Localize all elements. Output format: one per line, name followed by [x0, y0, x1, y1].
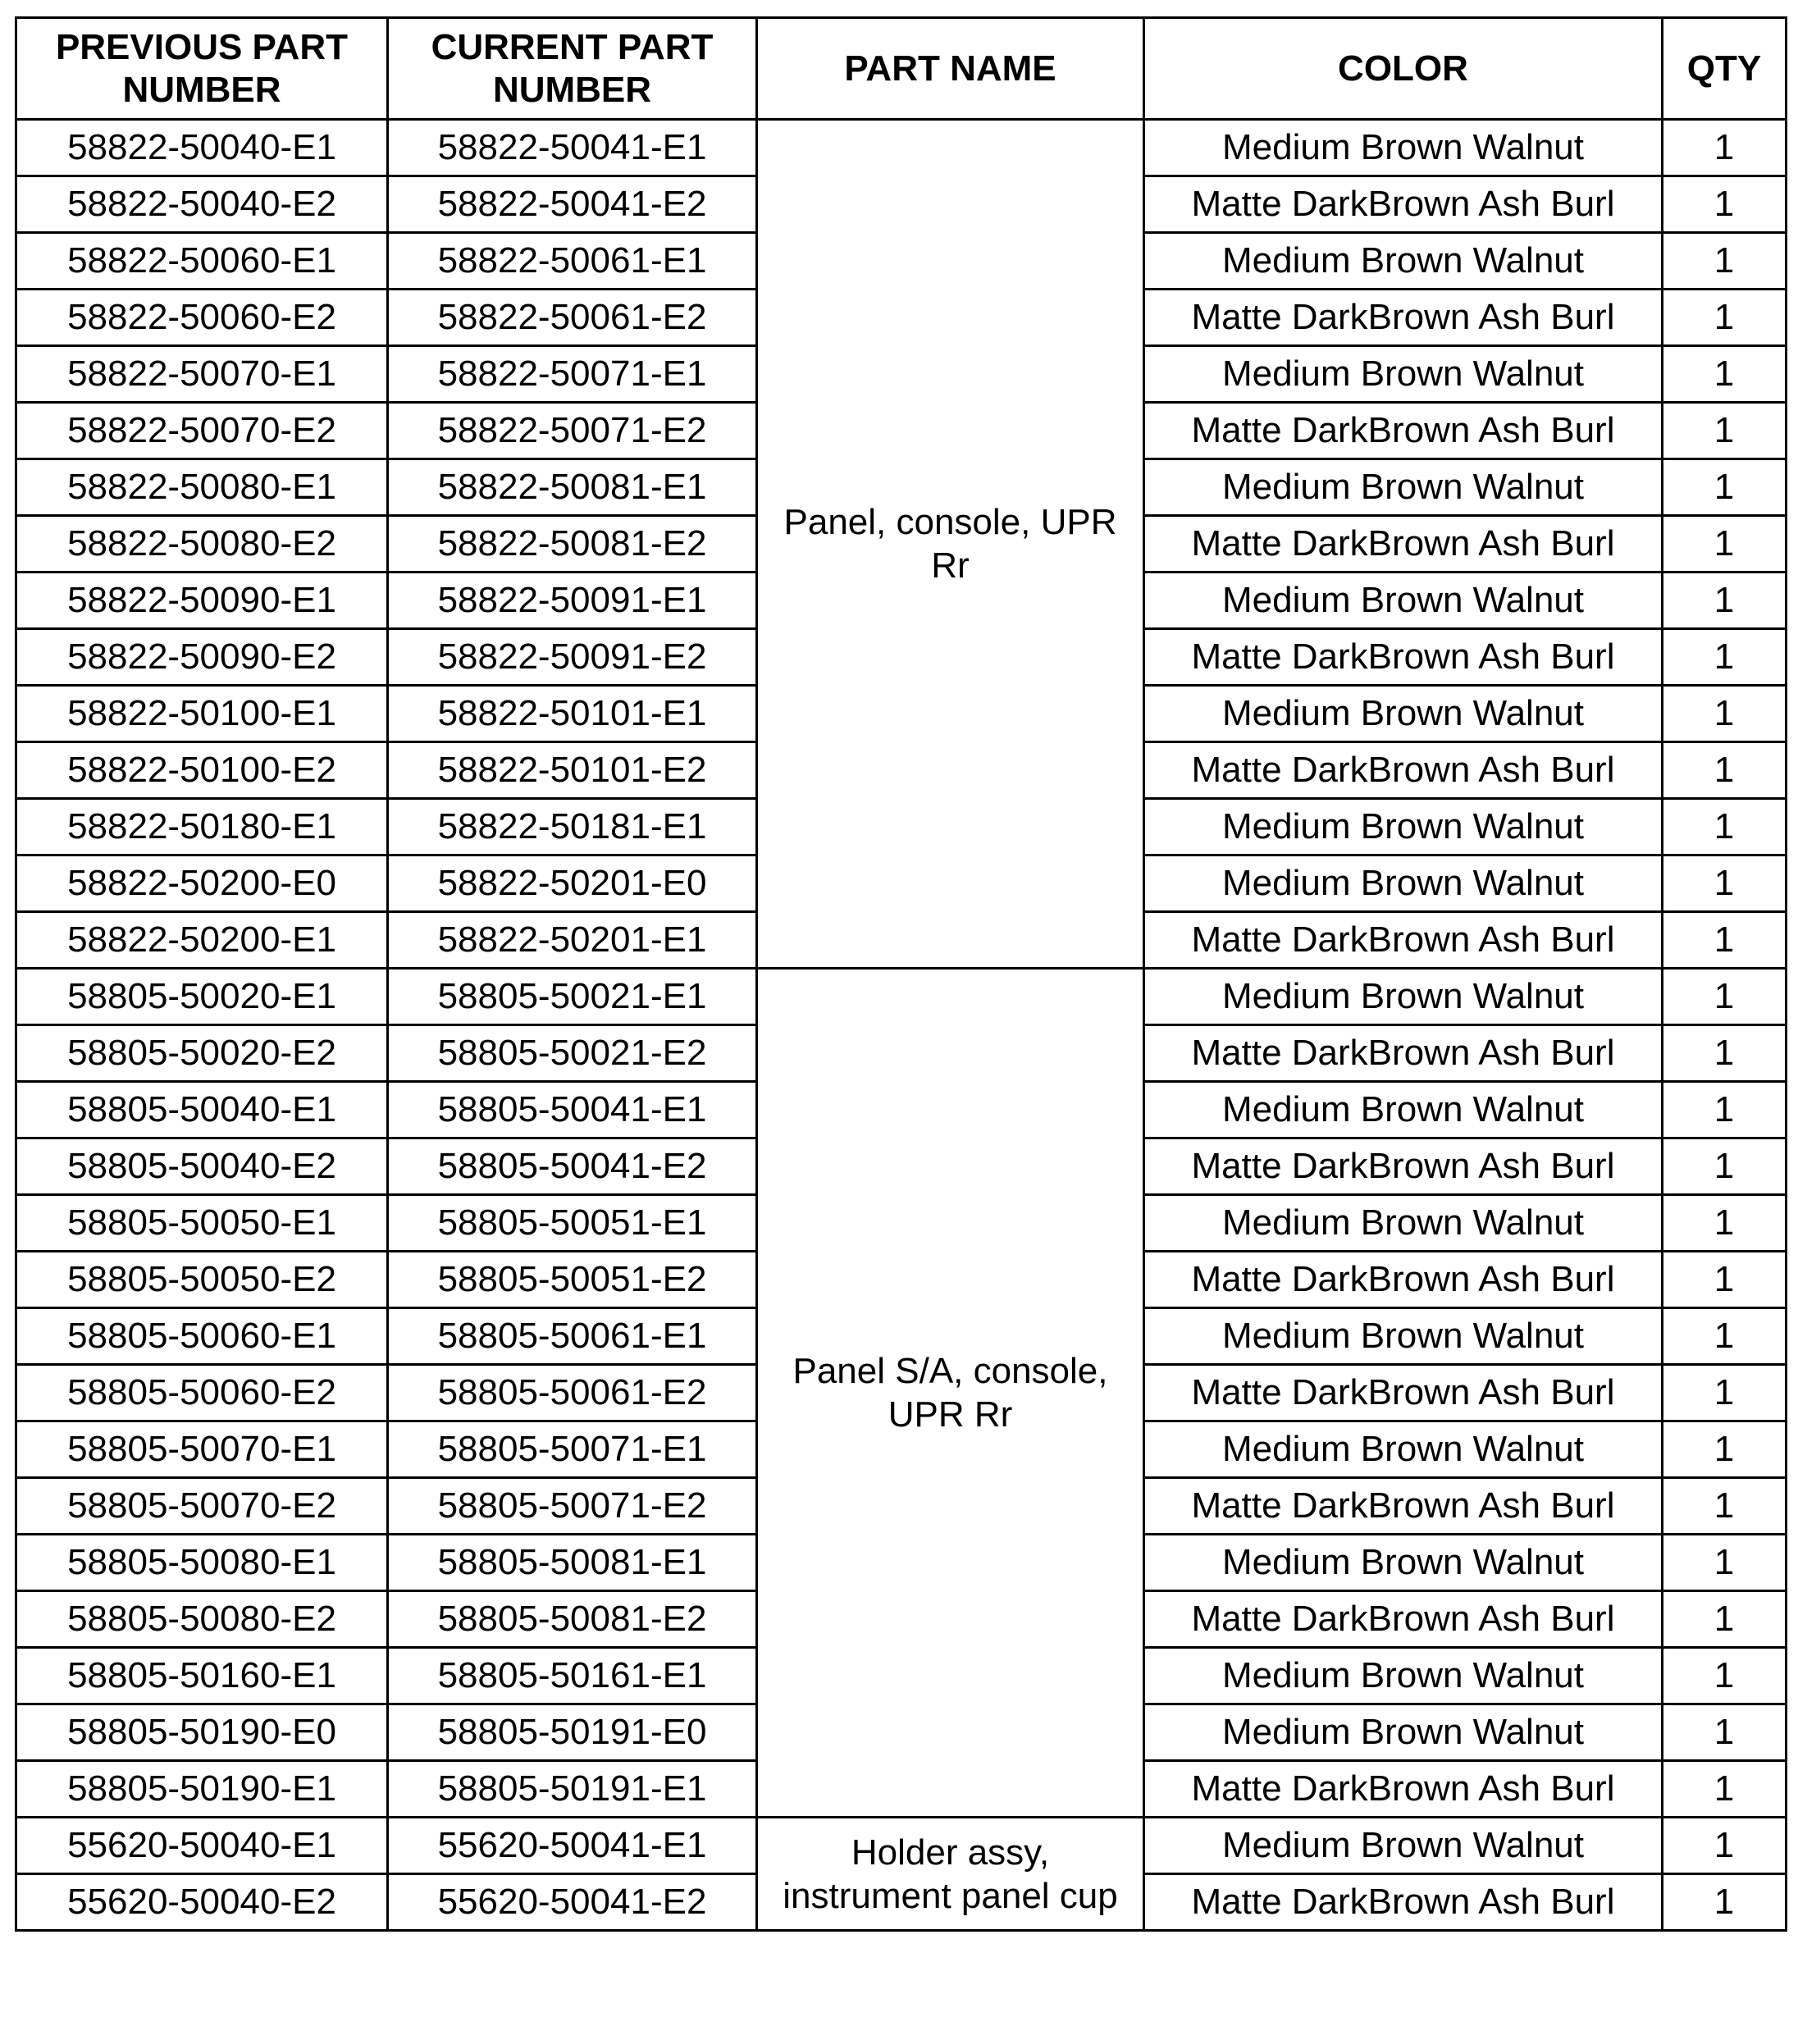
qty-cell: 1	[1663, 1818, 1787, 1874]
previous-part-number-cell: 58805-50050-E1	[16, 1195, 388, 1252]
current-part-number-cell: 58805-50081-E2	[388, 1591, 757, 1648]
header-current-part-number: CURRENT PART NUMBER	[388, 18, 757, 120]
color-cell: Matte DarkBrown Ash Burl	[1144, 1138, 1663, 1195]
qty-cell: 1	[1663, 912, 1787, 969]
previous-part-number-cell: 58805-50190-E0	[16, 1704, 388, 1761]
qty-cell: 1	[1663, 1365, 1787, 1421]
previous-part-number-cell: 58805-50050-E2	[16, 1252, 388, 1308]
qty-cell: 1	[1663, 1025, 1787, 1082]
color-cell: Matte DarkBrown Ash Burl	[1144, 742, 1663, 799]
qty-cell: 1	[1663, 516, 1787, 573]
current-part-number-cell: 58822-50091-E1	[388, 573, 757, 629]
previous-part-number-cell: 58805-50160-E1	[16, 1648, 388, 1704]
color-cell: Matte DarkBrown Ash Burl	[1144, 1252, 1663, 1308]
qty-cell: 1	[1663, 686, 1787, 742]
previous-part-number-cell: 58805-50070-E1	[16, 1421, 388, 1478]
color-cell: Medium Brown Walnut	[1144, 1648, 1663, 1704]
color-cell: Medium Brown Walnut	[1144, 233, 1663, 290]
previous-part-number-cell: 58805-50080-E2	[16, 1591, 388, 1648]
qty-cell: 1	[1663, 855, 1787, 912]
previous-part-number-cell: 58822-50040-E2	[16, 176, 388, 233]
current-part-number-cell: 58822-50041-E1	[388, 120, 757, 176]
color-cell: Matte DarkBrown Ash Burl	[1144, 912, 1663, 969]
previous-part-number-cell: 58822-50100-E2	[16, 742, 388, 799]
color-cell: Medium Brown Walnut	[1144, 855, 1663, 912]
previous-part-number-cell: 55620-50040-E2	[16, 1874, 388, 1931]
current-part-number-cell: 58805-50081-E1	[388, 1535, 757, 1591]
header-row	[16, 18, 1787, 120]
current-part-number-cell: 58822-50201-E0	[388, 855, 757, 912]
previous-part-number-cell: 58805-50190-E1	[16, 1761, 388, 1818]
part-name-cell: Panel S/A, console, UPR Rr	[757, 969, 1144, 1818]
previous-part-number-cell: 58822-50090-E2	[16, 629, 388, 686]
color-cell: Medium Brown Walnut	[1144, 1535, 1663, 1591]
color-cell: Matte DarkBrown Ash Burl	[1144, 629, 1663, 686]
color-cell: Medium Brown Walnut	[1144, 1082, 1663, 1138]
part-name-cell: Panel, console, UPR Rr	[757, 120, 1144, 969]
current-part-number-cell: 58822-50181-E1	[388, 799, 757, 855]
table-row	[16, 969, 1787, 1025]
qty-cell: 1	[1663, 1421, 1787, 1478]
current-part-number-cell: 58805-50021-E2	[388, 1025, 757, 1082]
header-color: COLOR	[1144, 18, 1663, 120]
previous-part-number-cell: 58822-50200-E1	[16, 912, 388, 969]
current-part-number-cell: 58805-50071-E2	[388, 1478, 757, 1535]
color-cell: Matte DarkBrown Ash Burl	[1144, 1761, 1663, 1818]
previous-part-number-cell: 58805-50020-E2	[16, 1025, 388, 1082]
previous-part-number-cell: 58805-50060-E1	[16, 1308, 388, 1365]
qty-cell: 1	[1663, 1648, 1787, 1704]
part-name-cell: Holder assy, instrument panel cup	[757, 1818, 1144, 1931]
color-cell: Matte DarkBrown Ash Burl	[1144, 1591, 1663, 1648]
previous-part-number-cell: 58822-50060-E1	[16, 233, 388, 290]
table-row	[16, 120, 1787, 176]
color-cell: Matte DarkBrown Ash Burl	[1144, 516, 1663, 573]
header-previous-part-number: PREVIOUS PART NUMBER	[16, 18, 388, 120]
qty-cell: 1	[1663, 1138, 1787, 1195]
current-part-number-cell: 58805-50191-E1	[388, 1761, 757, 1818]
previous-part-number-cell: 55620-50040-E1	[16, 1818, 388, 1874]
current-part-number-cell: 58822-50101-E1	[388, 686, 757, 742]
previous-part-number-cell: 58805-50040-E2	[16, 1138, 388, 1195]
color-cell: Matte DarkBrown Ash Burl	[1144, 1478, 1663, 1535]
table-row	[16, 1818, 1787, 1874]
qty-cell: 1	[1663, 459, 1787, 516]
color-cell: Medium Brown Walnut	[1144, 573, 1663, 629]
current-part-number-cell: 58805-50021-E1	[388, 969, 757, 1025]
previous-part-number-cell: 58822-50040-E1	[16, 120, 388, 176]
current-part-number-cell: 58805-50061-E2	[388, 1365, 757, 1421]
qty-cell: 1	[1663, 629, 1787, 686]
color-cell: Medium Brown Walnut	[1144, 120, 1663, 176]
color-cell: Medium Brown Walnut	[1144, 1308, 1663, 1365]
qty-cell: 1	[1663, 346, 1787, 403]
previous-part-number-cell: 58822-50200-E0	[16, 855, 388, 912]
current-part-number-cell: 58805-50051-E1	[388, 1195, 757, 1252]
current-part-number-cell: 58805-50161-E1	[388, 1648, 757, 1704]
current-part-number-cell: 55620-50041-E1	[388, 1818, 757, 1874]
color-cell: Matte DarkBrown Ash Burl	[1144, 176, 1663, 233]
qty-cell: 1	[1663, 1535, 1787, 1591]
color-cell: Medium Brown Walnut	[1144, 799, 1663, 855]
color-cell: Matte DarkBrown Ash Burl	[1144, 1365, 1663, 1421]
current-part-number-cell: 58822-50071-E2	[388, 403, 757, 459]
color-cell: Matte DarkBrown Ash Burl	[1144, 403, 1663, 459]
color-cell: Matte DarkBrown Ash Burl	[1144, 1874, 1663, 1931]
previous-part-number-cell: 58805-50070-E2	[16, 1478, 388, 1535]
current-part-number-cell: 58822-50061-E1	[388, 233, 757, 290]
current-part-number-cell: 58822-50201-E1	[388, 912, 757, 969]
qty-cell: 1	[1663, 1704, 1787, 1761]
qty-cell: 1	[1663, 233, 1787, 290]
current-part-number-cell: 58805-50051-E2	[388, 1252, 757, 1308]
color-cell: Medium Brown Walnut	[1144, 969, 1663, 1025]
qty-cell: 1	[1663, 1252, 1787, 1308]
color-cell: Medium Brown Walnut	[1144, 346, 1663, 403]
current-part-number-cell: 58822-50081-E2	[388, 516, 757, 573]
qty-cell: 1	[1663, 573, 1787, 629]
qty-cell: 1	[1663, 176, 1787, 233]
current-part-number-cell: 58822-50071-E1	[388, 346, 757, 403]
header-qty: QTY	[1663, 18, 1787, 120]
qty-cell: 1	[1663, 1761, 1787, 1818]
current-part-number-cell: 58805-50041-E2	[388, 1138, 757, 1195]
previous-part-number-cell: 58822-50060-E2	[16, 290, 388, 346]
previous-part-number-cell: 58822-50180-E1	[16, 799, 388, 855]
current-part-number-cell: 58805-50041-E1	[388, 1082, 757, 1138]
qty-cell: 1	[1663, 1874, 1787, 1931]
qty-cell: 1	[1663, 290, 1787, 346]
current-part-number-cell: 58805-50061-E1	[388, 1308, 757, 1365]
qty-cell: 1	[1663, 1308, 1787, 1365]
previous-part-number-cell: 58822-50080-E2	[16, 516, 388, 573]
previous-part-number-cell: 58805-50060-E2	[16, 1365, 388, 1421]
header-part-name: PART NAME	[757, 18, 1144, 120]
table-body	[16, 120, 1787, 1931]
parts-table	[15, 16, 1787, 1932]
qty-cell: 1	[1663, 1082, 1787, 1138]
previous-part-number-cell: 58822-50080-E1	[16, 459, 388, 516]
color-cell: Medium Brown Walnut	[1144, 1195, 1663, 1252]
previous-part-number-cell: 58805-50080-E1	[16, 1535, 388, 1591]
current-part-number-cell: 58822-50061-E2	[388, 290, 757, 346]
qty-cell: 1	[1663, 1195, 1787, 1252]
qty-cell: 1	[1663, 799, 1787, 855]
previous-part-number-cell: 58822-50090-E1	[16, 573, 388, 629]
color-cell: Matte DarkBrown Ash Burl	[1144, 290, 1663, 346]
previous-part-number-cell: 58822-50100-E1	[16, 686, 388, 742]
qty-cell: 1	[1663, 1478, 1787, 1535]
color-cell: Medium Brown Walnut	[1144, 459, 1663, 516]
current-part-number-cell: 58822-50101-E2	[388, 742, 757, 799]
current-part-number-cell: 58822-50091-E2	[388, 629, 757, 686]
current-part-number-cell: 58805-50071-E1	[388, 1421, 757, 1478]
qty-cell: 1	[1663, 120, 1787, 176]
qty-cell: 1	[1663, 742, 1787, 799]
color-cell: Medium Brown Walnut	[1144, 1818, 1663, 1874]
color-cell: Matte DarkBrown Ash Burl	[1144, 1025, 1663, 1082]
qty-cell: 1	[1663, 969, 1787, 1025]
qty-cell: 1	[1663, 1591, 1787, 1648]
previous-part-number-cell: 58805-50020-E1	[16, 969, 388, 1025]
previous-part-number-cell: 58822-50070-E2	[16, 403, 388, 459]
color-cell: Medium Brown Walnut	[1144, 1704, 1663, 1761]
current-part-number-cell: 58805-50191-E0	[388, 1704, 757, 1761]
previous-part-number-cell: 58805-50040-E1	[16, 1082, 388, 1138]
current-part-number-cell: 58822-50041-E2	[388, 176, 757, 233]
color-cell: Medium Brown Walnut	[1144, 1421, 1663, 1478]
color-cell: Medium Brown Walnut	[1144, 686, 1663, 742]
qty-cell: 1	[1663, 403, 1787, 459]
current-part-number-cell: 58822-50081-E1	[388, 459, 757, 516]
previous-part-number-cell: 58822-50070-E1	[16, 346, 388, 403]
current-part-number-cell: 55620-50041-E2	[388, 1874, 757, 1931]
